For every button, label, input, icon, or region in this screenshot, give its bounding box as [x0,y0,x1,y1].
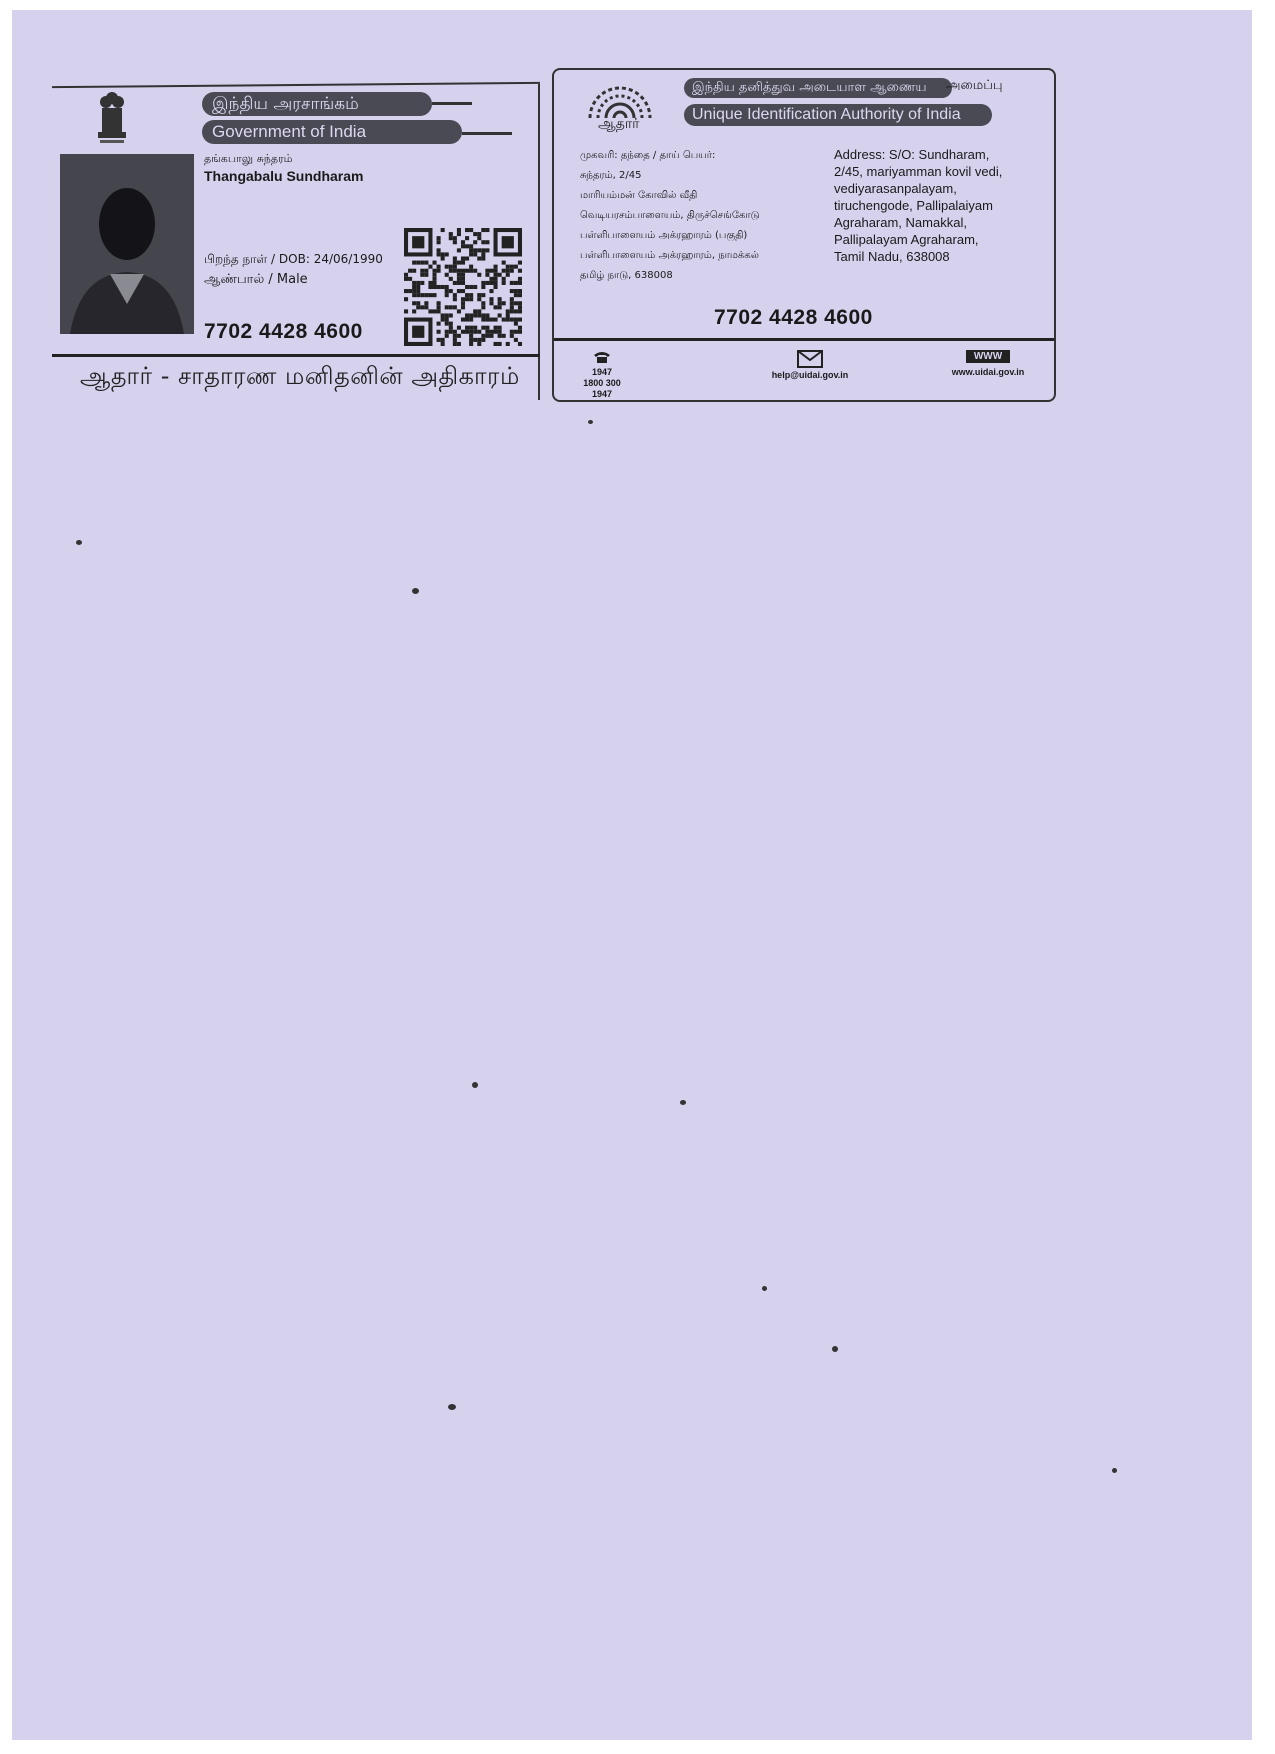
website-url: www.uidai.gov.in [951,367,1025,377]
address-line: tiruchengode, Pallipalaiyam [834,198,993,213]
address-line: சுந்தரம், 2/45 [580,170,642,181]
helpline [572,350,632,400]
address-line: மாரியம்மன் கோவில் வீதி [580,190,698,201]
scan-speck [762,1286,767,1291]
scan-speck [412,588,419,594]
government-title-english: Government of India [202,120,462,144]
aadhaar-card-back [552,68,1056,402]
scan-speck [76,540,82,545]
address-line: பள்ளிபாளையம் அக்ரஹாரம் (பகுதி) [580,230,748,241]
address-line: vediyarasanpalayam, [834,181,957,196]
state-emblem-icon [94,88,130,146]
address-line: Pallipalayam Agraharam, [834,232,979,247]
government-title-tamil: இந்திய அரசாங்கம் [202,92,432,116]
address-line: Agraharam, Namakkal, [834,215,967,230]
website [938,350,1038,377]
address-line: Tamil Nadu, 638008 [834,249,950,264]
address-line: பள்ளிபாளையம் அக்ரஹாரம், நாமக்கல் [580,250,759,261]
scan-speck [1112,1468,1117,1473]
authority-title-tamil: இந்திய தனித்துவ அடையாள ஆணைய [684,78,952,98]
divider [462,132,512,135]
scan-speck [472,1082,478,1088]
address-line: முகவரி: தந்தை / தாய் பெயர்: [580,150,716,161]
holder-name-tamil: தங்கபாலு சுந்தரம் [204,152,293,165]
scan-speck [588,420,593,424]
address-line: வெடியரசம்பாளையம், திருச்செங்கோடு [580,210,760,221]
helpline-number: 1800 300 1947 [583,378,621,399]
scan-speck [448,1404,456,1410]
aadhaar-word-tamil: ஆதார் [598,116,640,132]
scan-speck [832,1346,838,1352]
divider [432,102,472,105]
address-tamil [580,146,800,286]
aadhaar-card-front [52,80,540,410]
authority-title-tamil-tail: அமைப்பு [946,78,1003,93]
address-english [834,146,1044,265]
holder-photo [60,154,194,334]
email-address: help@uidai.gov.in [771,370,849,380]
aadhaar-fingerprint-logo [584,80,656,120]
divider [554,338,1054,341]
www-badge: WWW [966,350,1010,363]
aadhaar-number: 7702 4428 4600 [204,320,363,343]
scanned-page [12,10,1252,1740]
authority-title-english: Unique Identification Authority of India [684,104,992,126]
aadhaar-number: 7702 4428 4600 [714,306,873,329]
telephone-icon [592,350,612,364]
address-line: Address: S/O: Sundharam, [834,147,990,162]
holder-name-english: Thangabalu Sundharam [204,168,364,184]
qr-code-icon [404,228,522,346]
address-line: தமிழ் நாடு, 638008 [580,270,673,281]
divider [52,354,540,357]
gender: ஆண்பால் / Male [204,272,308,287]
support-email [750,350,870,380]
aadhaar-tagline: ஆதார் - சாதாரண மனிதனின் அதிகாரம் [80,362,520,390]
address-line: 2/45, mariyamman kovil vedi, [834,164,1003,179]
date-of-birth: பிறந்த நாள் / DOB: 24/06/1990 [204,252,383,266]
envelope-icon [797,350,823,368]
helpline-short: 1947 [591,367,613,377]
divider [538,84,540,400]
scan-speck [680,1100,686,1105]
